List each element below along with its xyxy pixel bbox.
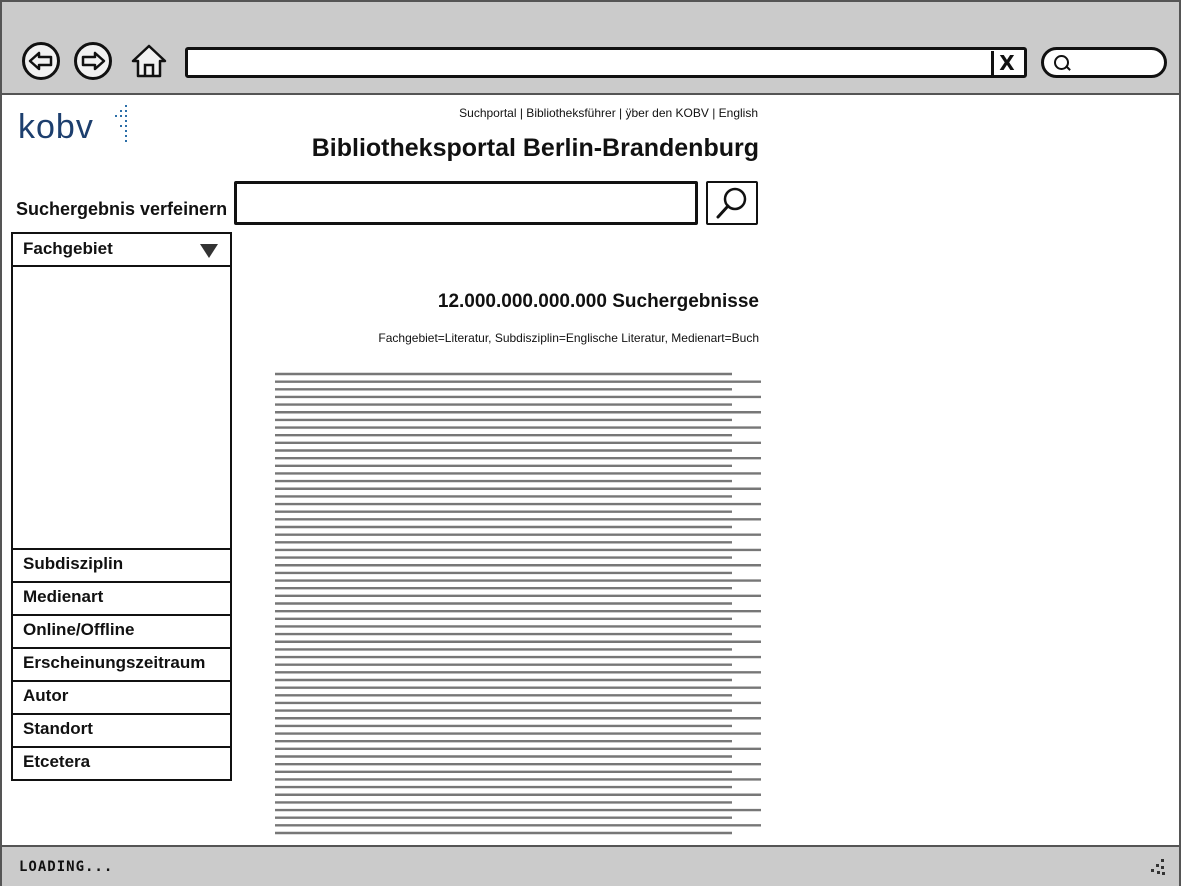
back-arrow-icon [25,45,57,77]
status-bar [2,845,1179,886]
facet-item[interactable] [11,748,232,781]
result-count: 12.000.000.000.000 Suchergebnisse [437,291,759,312]
facet-label: Online/Offline [23,620,135,639]
results-placeholder-lines [275,372,763,842]
facet-label: Etcetera [23,752,91,771]
forward-arrow-icon [77,45,109,77]
home-icon [130,42,168,80]
top-links[interactable]: Suchportal | Bibliotheksführer | ÿber den KOBV | English [459,106,758,120]
facet-item[interactable] [11,583,232,616]
facet-label: Erscheinungszeitraum [23,653,206,672]
dropdown-triangle-icon[interactable] [200,244,218,258]
search-input[interactable] [234,181,698,225]
facet-fachgebiet-header[interactable] [13,234,230,267]
forward-button[interactable] [74,42,112,80]
facet-label: Autor [23,686,69,705]
page-title: Bibliotheksportal Berlin-Brandenburg [311,134,759,162]
status-text: LOADING... [19,859,114,875]
facet-item[interactable] [11,649,232,682]
facet-fachgebiet [11,232,232,550]
search-button[interactable] [706,181,758,225]
active-filters: Fachgebiet=Literatur, Subdisziplin=Englische Literatur, Medienart=Buch [378,331,759,345]
refine-heading: Suchergebnis verfeinern [16,199,228,219]
facet-label: Medienart [23,587,104,606]
address-bar[interactable] [185,47,1027,78]
browser-toolbar [2,2,1179,95]
facet-list [11,232,232,781]
search-icon [1054,55,1069,70]
logo-dots-icon [113,105,129,145]
magnifier-icon [708,183,756,223]
facet-label: Fachgebiet [23,239,113,258]
resize-grip-icon[interactable] [1147,857,1167,877]
back-button[interactable] [22,42,60,80]
search-input-field[interactable] [237,184,695,222]
kobv-logo[interactable] [18,102,138,152]
facet-label: Subdisziplin [23,554,124,573]
facet-label: Standort [23,719,93,738]
browser-search-field[interactable] [1041,47,1167,78]
facet-item[interactable] [11,715,232,748]
facet-item[interactable] [11,550,232,583]
facet-item[interactable] [11,616,232,649]
clear-url-button[interactable]: X [991,51,1020,75]
facet-item[interactable] [11,682,232,715]
home-button[interactable] [130,42,168,80]
logo-text: kobv [18,108,94,146]
